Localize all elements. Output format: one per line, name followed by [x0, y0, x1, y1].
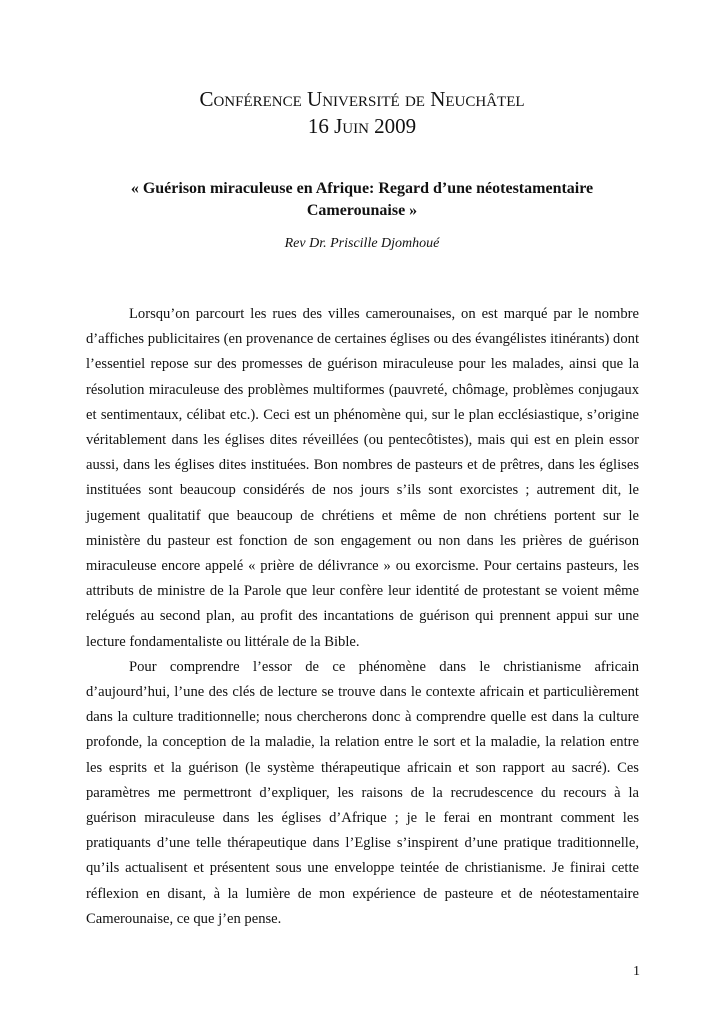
paragraph-2: Pour comprendre l’essor de ce phénomène dans le christianisme africain d’aujourd’hui, l’une des clés de lecture se trouve dans le contexte africain et particulièrement dans la culture traditionnelle; nous chercherons donc à comprendre quelle est dans la culture profonde, la conception de la maladie, la relation entre le sort et la maladie, la relation entre les esprits et la guérison (le système thérapeutique africain et son rapport au sacré). Ces paramètres me permettront d’expliquer, les raisons de la recrudescence du recours à la guérison miraculeuse dans les églises d’Afrique ; je le ferai en montrant comment les pratiquants d’une telle thérapeutique dans l’Eglise s’inspirent d’une pratique traditionnelle, qu’ils actualisent et présentent sous une enveloppe teintée de christianisme. Je finirai cette réflexion en disant, à la lumière de mon expérience de pasteure et de néotestamentaire Camerounaise, ce que j’en pense. — [86, 658, 639, 927]
talk-title: « Guérison miraculeuse en Afrique: Regard d’une néotestamentaire Camerounaise » — [130, 180, 594, 219]
conference-date: 16 Juin 2009 — [307, 114, 417, 138]
body-text — [86, 302, 639, 932]
paragraph-1: Lorsqu’on parcourt les rues des villes camerounaises, on est marqué par le nombre d’affiches publicitaires (en provenance de certaines églises ou des évangélistes itinérants) dont l’essentiel repose sur des promesses de guérison miraculeuse pour les malades, ainsi que la résolution miraculeuse des problèmes multiformes (pauvreté, chômage, problèmes conjugaux et sentimentaux, célibat etc.). Ceci est un phénomène qui, sur le plan ecclésiastique, s’origine véritablement dans les églises dites réveillées (ou pentecôtistes), mais qui est en plein essor aussi, dans les églises dites instituées. Bon nombres de pasteurs et de prêtres, dans les églises instituées sont beaucoup considérés de nos jours s’ils sont exorcistes ; autrement dit, le jugement qualitatif que beaucoup de chrétiens et même de non chrétiens portent sur le ministère du pasteur est fonction de son engagement ou non dans les prières de guérison miraculeuse encore appelé « prière de délivrance » ou exorcisme. Pour certains pasteurs, les attributs de ministre de la Parole que leur confère leur identité de protestant se voient même relégués au second plan, au profit des incantations de guérison qui prennent appui sur une lecture fondamentaliste ou littérale de la Bible. — [86, 306, 639, 650]
conference-title: Conférence Université de Neuchâtel — [199, 87, 525, 111]
page-number: 1 — [633, 964, 640, 979]
author-name: Rev Dr. Priscille Djomhoué — [284, 236, 440, 251]
